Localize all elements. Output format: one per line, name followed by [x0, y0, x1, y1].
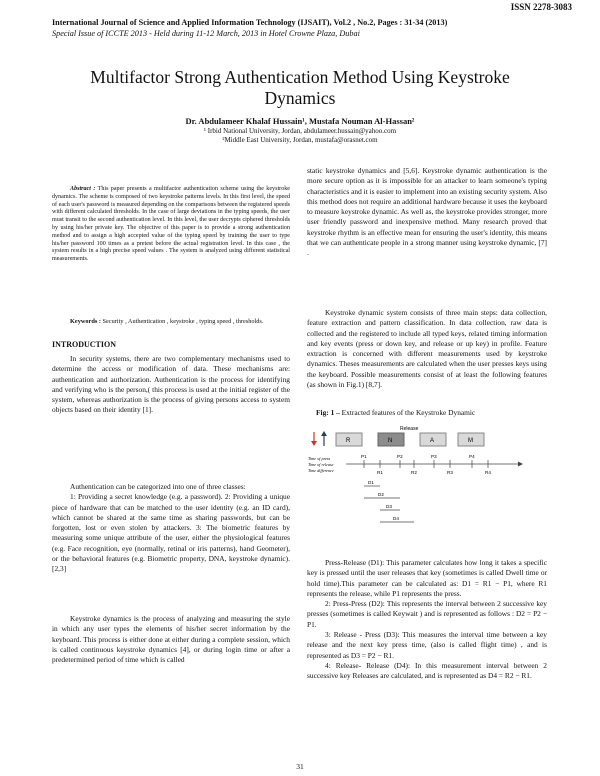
affiliation-2: ²Middle East University, Jordan, mustafa@orasnet.com [222, 136, 378, 144]
journal-header: International Journal of Science and Applied Information Technology (IJSAIT), Vol.2 , No.2, Pages : 31-34 (2013) [52, 18, 448, 27]
right-paragraph-1 [307, 166, 547, 259]
figure-caption-text: Extracted features of the Keystroke Dynamic [339, 408, 476, 417]
label-r4: R4 [485, 470, 491, 475]
label-d1: D1 [368, 480, 374, 485]
label-p3: P3 [431, 454, 437, 459]
label-d2: D2 [378, 492, 384, 497]
intro-text: In security systems, there are two complementary mechanisms used to determine the access or modification of data. These mechanisms are: authentication and authorization. Authentication is the process for identifying and verifying who is the person,( this process is used at the initial register of the system, whereas authorization is the process of giving persons access to system objects based on their identity [1]. [52, 354, 290, 415]
affiliation-1: ¹ Irbid National University, Jordan, abdulameer.hussain@yahoo.com [203, 127, 397, 135]
label-r1: R1 [377, 470, 383, 475]
right-paragraph-2 [307, 308, 547, 390]
abstract-text: This paper presents a multifactor authentication scheme using the keystroke dynamics. The scheme is composed of two keystroke patterns levels. In this first level, the speed of each user's password is measured depending on the comparisons between the registered speeds with different calculated thresholds. In the case of large deviations in the typing speeds, the user must transit to the second authentication level. In this level, the user decrypts ciphered thresholds by using his/her private key. The objective of this paper is to provide a strong authentication method and to assign a high accepted value of the typing speed by training the user to type his/her password 100 times as a pretest before the actual registration level. In this case , the system results in a high precise speed values . The system is analyzed using different statistical measurements. [52, 186, 290, 263]
label-d4: D4 [393, 516, 399, 521]
label-p1: P1 [361, 454, 367, 459]
right-paragraph-3 [307, 558, 547, 682]
abstract-label: Abstract : [70, 186, 96, 192]
classes-text: Authentication can be categorized into one of three classes: [70, 482, 246, 491]
abstract [52, 186, 290, 264]
keystroke-figure [308, 424, 528, 546]
issn: ISSN 2278-3083 [510, 2, 572, 12]
key-n-label: N [388, 438, 393, 444]
figure-label: Fig: 1 – [316, 408, 340, 417]
right-text-1: static keystroke dynamics and [5,6]. Keystroke dynamic authentication is the more secure option as it is impossible for an attacker to learn someone's typing characteristics and it is easier to implement into an existing security system. Also this method does not require an additional hardware because it uses the keyboard to measure keystroke dynamic. As well as, the keystroke provides stronger, more user friendly password and inexpensive method. Many research proved that keystroke rhythm is an effective mean for ensuring the user's identity, this means that we can authenticate people in a strong manner using keystroke dynamic, [7] . [307, 166, 547, 258]
row-label-diff: Time difference [308, 468, 334, 473]
key-r-label: R [346, 438, 351, 444]
release-arrowhead [321, 431, 327, 436]
right-text-2: Keystroke dynamic system consists of three main steps: data collection, feature extraction and pattern classification. In data collection, raw data is collected and the registered to include all typed keys, related timing information and key events (press or down key, and release or up key) in profile. Feature extraction is concerned with different measurements used by keystroke dynamics. Theses measurements are calculated when the user presses keys using the keyboard. Possible measurements consist of at least the following features (as shown in Fig.1) [8,7]. [307, 308, 547, 390]
special-issue-header: Special Issue of ICCTE 2013 - Held during 11-12 March, 2013 in Hotel Crowne Plaza, Dubai [52, 29, 360, 38]
dynamics-paragraph [52, 614, 290, 665]
keywords [52, 318, 290, 326]
label-p2: P2 [397, 454, 403, 459]
timeline-arrowhead [518, 462, 523, 467]
feature-d3: 3: Release - Press (D3): This measures the interval time between a key release and the next key press time, (also is called flight time) , and is represented as D3 = P2 − R1. [307, 630, 547, 660]
page-number: 31 [296, 762, 304, 771]
row-label-press: Time of press [308, 456, 331, 461]
keywords-text: Security , Authentication , keystroke , typing speed , thresholds. [100, 318, 264, 325]
label-r3: R3 [447, 470, 453, 475]
classes-paragraph [52, 482, 290, 575]
feature-d2: 2: Press-Press (D2): This represents the interval between 2 successive key presses (sometimes is called Keywait ) and is represented as follows : D2 = P2 − P1. [307, 599, 547, 629]
key-m-label: M [468, 438, 473, 444]
row-label-release: Time of release [308, 462, 334, 467]
dynamics-text: Keystroke dynamics is the process of analyzing and measuring the style in which any user types the elements of his/her secret information by the keyboard. This process is either done at either during a complete session, which is called continuous keystroke dynamics [4], or during login time or after a predetermined period of time which is called [52, 614, 290, 665]
figure-caption [316, 408, 475, 418]
press-arrowhead [311, 441, 317, 446]
feature-d4: 4: Release- Release (D4): In this measurement interval between 2 successive key Releases are calculated, and is represented as D4 = R2 − R1. [307, 660, 547, 681]
paper-title: Multifactor Strong Authentication Method Using Keystroke Dynamics [90, 67, 510, 108]
label-r2: R2 [411, 470, 417, 475]
figure-top-label: Release [400, 426, 419, 432]
affiliations [60, 127, 540, 145]
key-a-label: A [430, 438, 435, 444]
classes-list: 1: Providing a secret knowledge (e.g. a password). 2: Providing a unique piece of hardware that can be matched to the user identity (e.g. an ID card), which cannot be shared at the same time as sharing passwords, but can be forgotten, lost or even stolen by attackers. 3: The biometric features by measuring some unique attribute of the user, either the physiological features (e.g. Face recognition, eye (normally, retinal or iris patterns), hand Geometer), or the behavioral features (e.g. Biometric property, DNA, keystroke dynamic).[2,3] [52, 492, 290, 574]
label-p4: P4 [469, 454, 475, 459]
authors: Dr. Abdulameer Khalaf Hussain¹, Mustafa Nouman Al-Hassan² [185, 116, 415, 126]
keywords-label: Keywords : [70, 318, 101, 325]
feature-d1: Press-Release (D1): This parameter calculates how long it takes a specific key is pressed until the user releases that key (sometimes is called Dwell time or hold time).This parameter can be calculated as: D1 = R1 − P1, where R1 represents the release, while P1 represents the press. [307, 558, 547, 598]
intro-paragraph [52, 354, 290, 416]
label-d3: D3 [386, 504, 392, 509]
intro-heading: INTRODUCTION [52, 340, 117, 349]
